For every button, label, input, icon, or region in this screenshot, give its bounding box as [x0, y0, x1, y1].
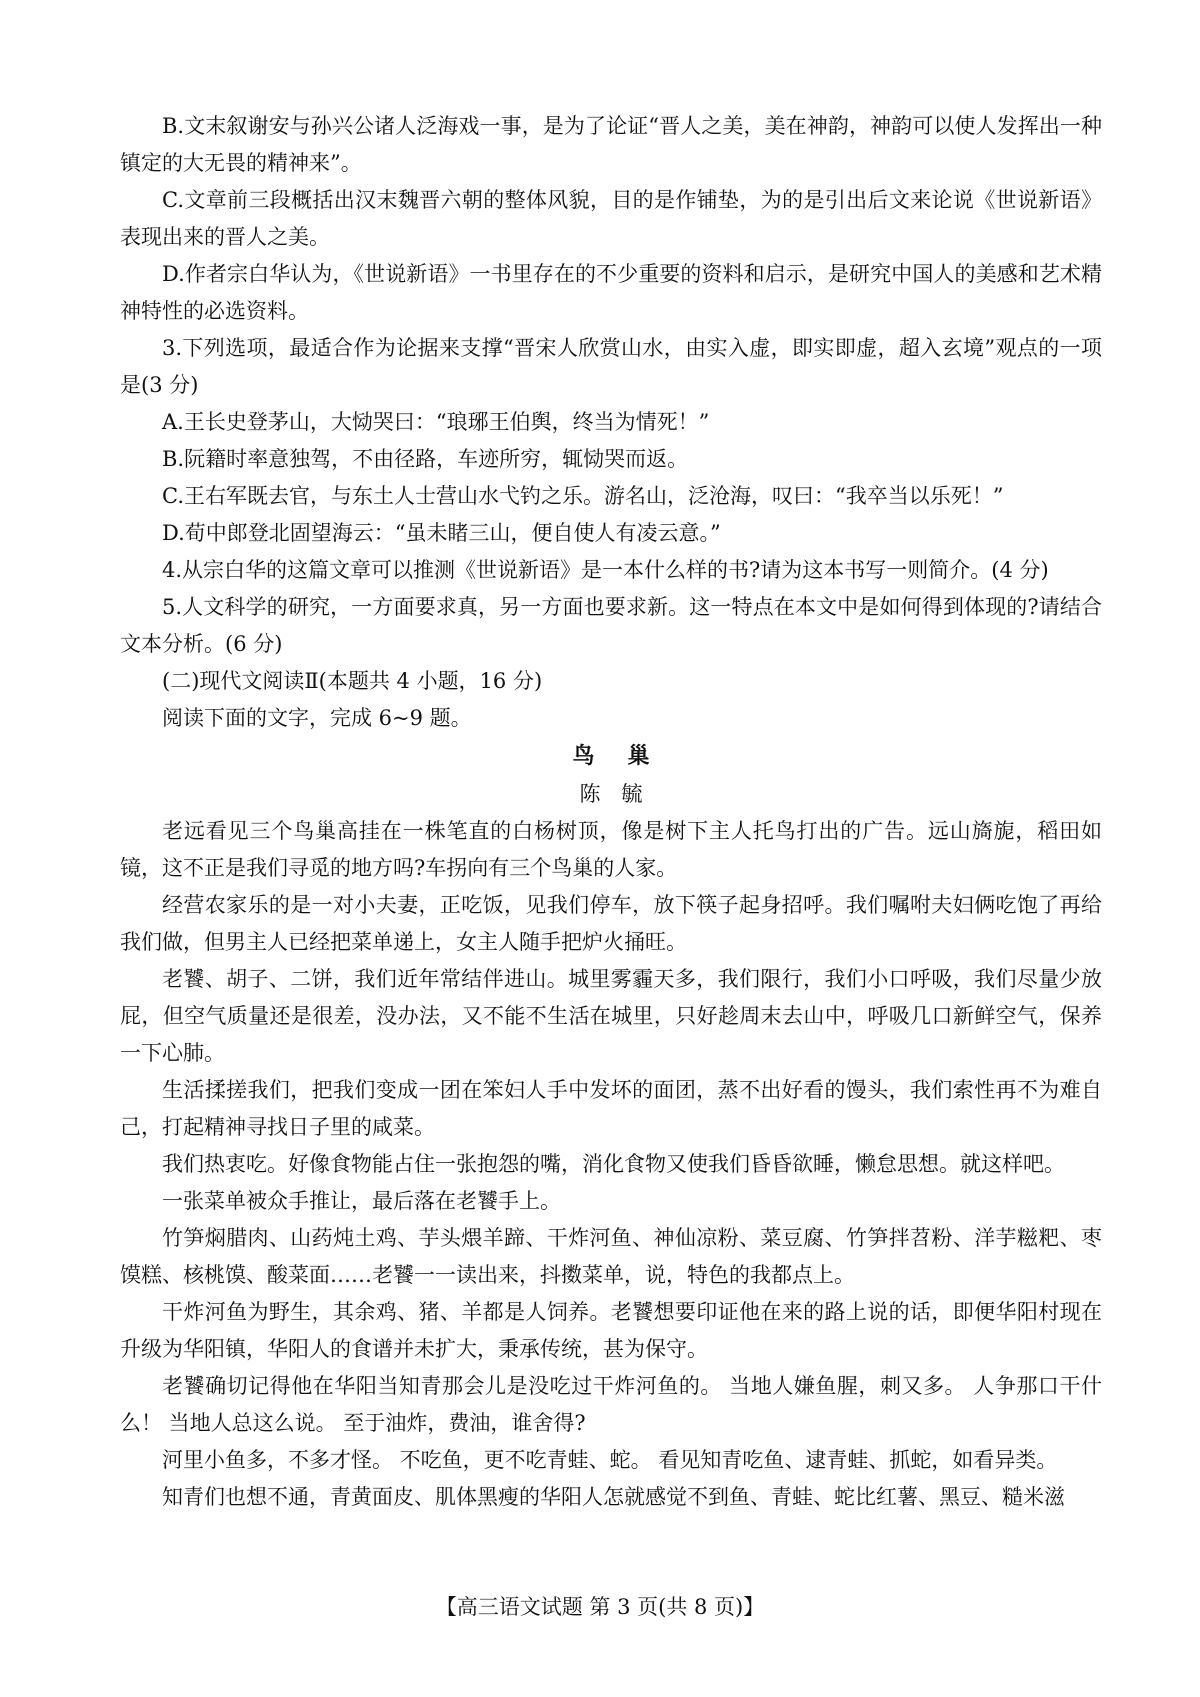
- question-3-option-b: B.阮籍时率意独驾，不由径路，车迹所穷，辄恸哭而返。: [162, 447, 689, 471]
- article-paragraph: 生活揉搓我们，把我们变成一团在笨妇人手中发坏的面团，蒸不出好看的馒头，我们索性再不为难自己，打起精神寻找日子里的咸菜。: [120, 1078, 1102, 1139]
- article-paragraph: 河里小鱼多，不多才怪。 不吃鱼，更不吃青蛙、蛇。 看见知青吃鱼、逮青蛙、抓蛇，如看异类。: [162, 1448, 1058, 1472]
- article-title: 鸟巢: [572, 743, 683, 769]
- exam-page-body: [120, 108, 1102, 1516]
- article-paragraph: 干炸河鱼为野生，其余鸡、猪、羊都是人饲养。老饕想要印证他在来的路上说的话，即便华阳村现在升级为华阳镇，华阳人的食谱并未扩大，秉承传统，甚为保守。: [120, 1300, 1102, 1361]
- question-5: 5.人文科学的研究，一方面要求真，另一方面也要求新。这一特点在本文中是如何得到体现的?请结合文本分析。(6 分): [120, 595, 1102, 656]
- page-footer: 【高三语文试题 第 3 页(共 8 页)】: [435, 1595, 765, 1619]
- article-paragraph: 竹笋焖腊肉、山药炖土鸡、芋头煨羊蹄、干炸河鱼、神仙凉粉、菜豆腐、竹笋拌苕粉、洋芋糍粑、枣馍糕、核桃馍、酸菜面……老饕一一读出来，抖擞菜单，说，特色的我都点上。: [120, 1226, 1102, 1287]
- article-paragraph: 经营农家乐的是一对小夫妻，正吃饭，见我们停车，放下筷子起身招呼。我们嘱咐夫妇俩吃饱了再给我们做，但男主人已经把菜单递上，女主人随手把炉火捅旺。: [120, 893, 1102, 954]
- question-4: 4.从宗白华的这篇文章可以推测《世说新语》是一本什么样的书?请为这本书写一则简介。(4 分): [162, 558, 1049, 582]
- question-3-option-c: C.王右军既去官，与东土人士营山水弋钓之乐。游名山，泛沧海，叹曰：“我卒当以乐死！”: [162, 484, 1004, 508]
- article-paragraph: 老饕确切记得他在华阳当知青那会儿是没吃过干炸河鱼的。 当地人嫌鱼腥，刺又多。 人争那口干什么！ 当地人总这么说。 至于油炸，费油，谁舍得?: [120, 1374, 1102, 1435]
- section-instruction: 阅读下面的文字，完成 6~9 题。: [162, 706, 472, 730]
- article-paragraph: 老远看见三个鸟巢高挂在一株笔直的白杨树顶，像是树下主人托鸟打出的广告。远山旖旎，稻田如镜，这不正是我们寻觅的地方吗?车拐向有三个鸟巢的人家。: [120, 819, 1102, 880]
- option-b-text: B.文末叙谢安与孙兴公诸人泛海戏一事，是为了论证“晋人之美，美在神韵，神韵可以使人发挥出一种镇定的大无畏的精神来”。: [120, 114, 1102, 175]
- article-paragraph: 知青们也想不通，青黄面皮、肌体黑瘦的华阳人怎就感觉不到鱼、青蛙、蛇比红薯、黑豆、糙米滋: [162, 1485, 1065, 1509]
- article-paragraph: 老饕、胡子、二饼，我们近年常结伴进山。城里雾霾天多，我们限行，我们小口呼吸，我们尽量少放屁，但空气质量还是很差，没办法，又不能不生活在城里，只好趁周末去山中，呼吸几口新鲜空气，保养一下心肺。: [120, 967, 1102, 1065]
- question-3-option-a: A.王长史登茅山，大恸哭曰：“琅琊王伯舆，终当为情死！”: [162, 410, 710, 434]
- article-paragraph: 一张菜单被众手推让，最后落在老饕手上。: [162, 1189, 561, 1213]
- question-3-option-d: D.荀中郎登北固望海云：“虽未睹三山，便自使人有凌云意。”: [162, 521, 721, 545]
- section-heading: (二)现代文阅读Ⅱ(本题共 4 小题，16 分): [162, 669, 543, 693]
- option-c-text: C.文章前三段概括出汉末魏晋六朝的整体风貌，目的是作铺垫，为的是引出后文来论说《世说新语》表现出来的晋人之美。: [120, 188, 1102, 249]
- question-3-stem: 3.下列选项，最适合作为论据来支撑“晋宋人欣赏山水，由实入虚，即实即虚，超入玄境”观点的一项是(3 分): [120, 336, 1102, 397]
- option-d-text: D.作者宗白华认为，《世说新语》一书里存在的不少重要的资料和启示，是研究中国人的美感和艺术精神特性的必选资料。: [120, 262, 1102, 323]
- article-author: 陈毓: [579, 782, 664, 806]
- article-paragraph: 我们热衷吃。好像食物能占住一张抱怨的嘴，消化食物又使我们昏昏欲睡，懒怠思想。就这样吧。: [162, 1152, 1065, 1176]
